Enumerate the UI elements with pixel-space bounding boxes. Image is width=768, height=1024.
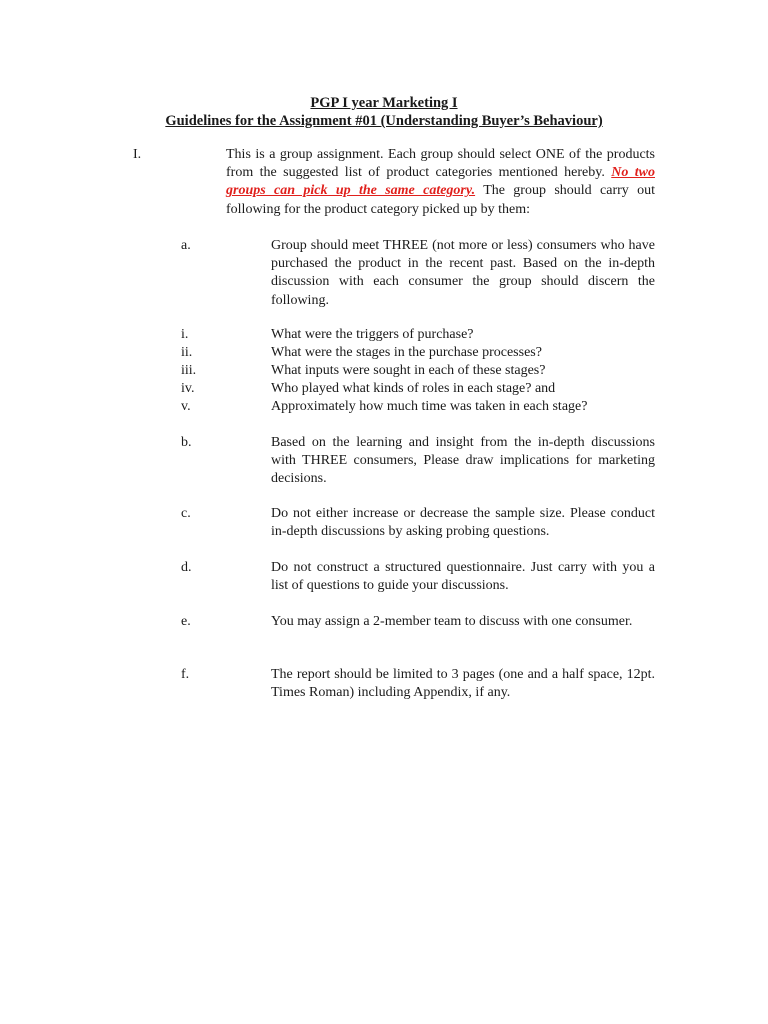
item-f-text: The report should be limited to 3 pages (one and a half space, 12pt. Times Roman) including Appendix, if any. <box>271 667 655 701</box>
item-a-text: Group should meet THREE (not more or less) consumers who have purchased the product in the recent past. Based on the in-depth discussion with each consumer the group should discern the following. <box>271 238 655 308</box>
item-e-text: You may assign a 2-member team to discuss with one consumer. <box>271 614 633 629</box>
question-iv-text: Who played what kinds of roles in each stage? and <box>271 381 556 396</box>
question-label-v: v. <box>181 399 191 414</box>
intro-warning: No two groups can pick up the same category. <box>226 165 655 199</box>
question-v-text: Approximately how much time was taken in each stage? <box>271 399 588 414</box>
section-numeral: I. <box>133 147 142 162</box>
intro-text-start: This is a group assignment. Each group should select ONE of the products from the suggested list of product categories mentioned hereby. <box>226 147 655 181</box>
item-label-e: e. <box>181 614 191 629</box>
question-label-iv: iv. <box>181 381 195 396</box>
item-label-b: b. <box>181 435 192 450</box>
item-label-f: f. <box>181 667 190 682</box>
item-c-text: Do not either increase or decrease the sample size. Please conduct in-depth discussions by asking probing questions. <box>271 506 655 540</box>
item-b-text: Based on the learning and insight from the in-depth discussions with THREE consumers, Please draw implications for marketing decisions. <box>271 435 655 487</box>
course-title: PGP I year Marketing I <box>310 95 458 111</box>
question-label-iii: iii. <box>181 363 197 378</box>
question-i-text: What were the triggers of purchase? <box>271 327 474 342</box>
intro-text-end: The group should carry out following for the product category picked up by them: <box>226 183 656 217</box>
item-label-d: d. <box>181 560 192 575</box>
question-label-ii: ii. <box>181 345 193 360</box>
assignment-title: Guidelines for the Assignment #01 (Understanding Buyer’s Behaviour) <box>165 113 603 129</box>
item-label-a: a. <box>181 238 191 253</box>
question-ii-text: What were the stages in the purchase processes? <box>271 345 542 360</box>
item-label-c: c. <box>181 506 191 521</box>
intro-paragraph <box>226 146 655 219</box>
question-iii-text: What inputs were sought in each of these stages? <box>271 363 546 378</box>
item-d-text: Do not construct a structured questionnaire. Just carry with you a list of questions to guide your discussions. <box>271 560 655 594</box>
question-label-i: i. <box>181 327 189 342</box>
